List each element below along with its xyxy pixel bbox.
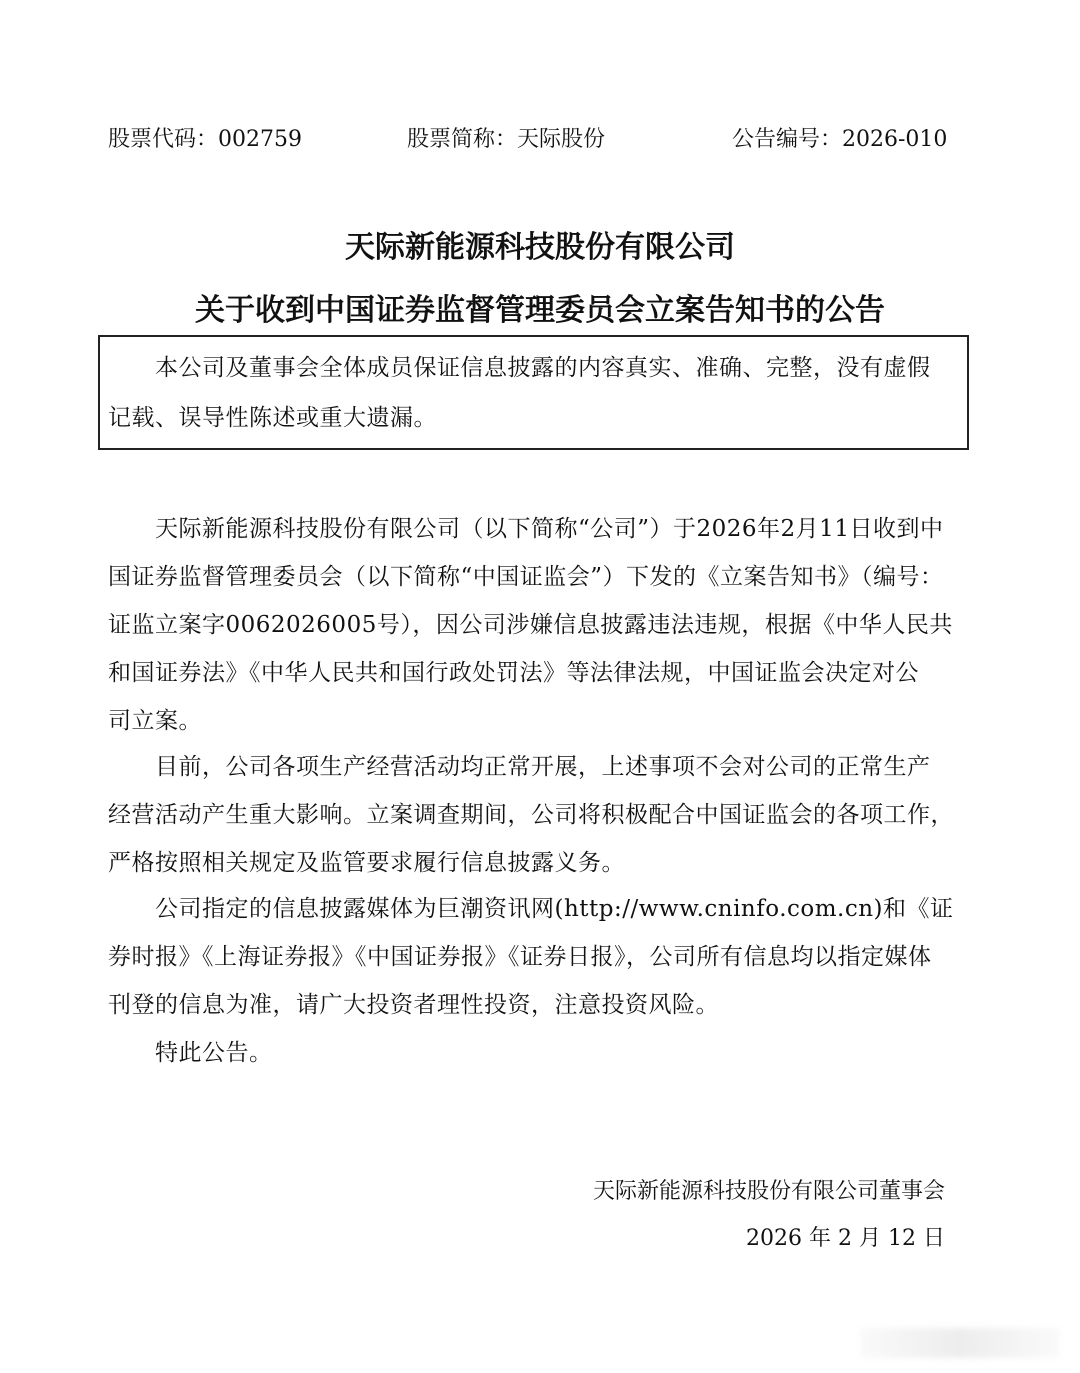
paragraph-2-line: 严格按照相关规定及监管要求履行信息披露义务。 (108, 850, 625, 876)
company-title: 天际新能源科技股份有限公司 (345, 230, 735, 265)
paragraph-1-line: 和国证券法》《中华人民共和国行政处罚法》等法律法规，中国证监会决定对公 (108, 660, 919, 686)
disclaimer-line: 记载、误导性陈述或重大遗漏。 (108, 405, 437, 431)
paragraph-1-line: 证监立案字0062026005号），因公司涉嫌信息披露违法违规，根据《中华人民共 (108, 612, 953, 638)
paragraph-2-line: 经营活动产生重大影响。立案调查期间，公司将积极配合中国证监会的各项工作， (108, 802, 954, 828)
signature-board: 天际新能源科技股份有限公司董事会 (592, 1179, 945, 1204)
paragraph-3-line: 公司指定的信息披露媒体为巨潮资讯网(http://www.cninfo.com.cn)和《证 (155, 896, 954, 922)
stock-abbreviation: 股票简称：天际股份 (407, 127, 606, 152)
stock-code: 股票代码：002759 (108, 127, 302, 152)
signature-date: 2026 年 2 月 12 日 (746, 1226, 945, 1251)
paragraph-3-line: 券时报》《上海证券报》《中国证券报》《证券日报》，公司所有信息均以指定媒体 (108, 944, 932, 970)
paragraph-1-line: 司立案。 (108, 708, 202, 734)
faded-watermark (860, 1328, 1060, 1358)
closing-statement: 特此公告。 (155, 1040, 273, 1066)
announcement-subject: 关于收到中国证券监督管理委员会立案告知书的公告 (195, 293, 885, 328)
disclaimer-line: 本公司及董事会全体成员保证信息披露的内容真实、准确、完整，没有虚假 (155, 355, 931, 381)
announcement-number: 公告编号：2026-010 (732, 127, 948, 152)
paragraph-1-line: 天际新能源科技股份有限公司（以下简称“公司”）于2026年2月11日收到中 (155, 516, 944, 542)
paragraph-1-line: 国证券监督管理委员会（以下简称“中国证监会”）下发的《立案告知书》（编号： (108, 564, 944, 590)
paragraph-3-line: 刊登的信息为准，请广大投资者理性投资，注意投资风险。 (108, 992, 719, 1018)
paragraph-2-line: 目前，公司各项生产经营活动均正常开展，上述事项不会对公司的正常生产 (155, 754, 931, 780)
